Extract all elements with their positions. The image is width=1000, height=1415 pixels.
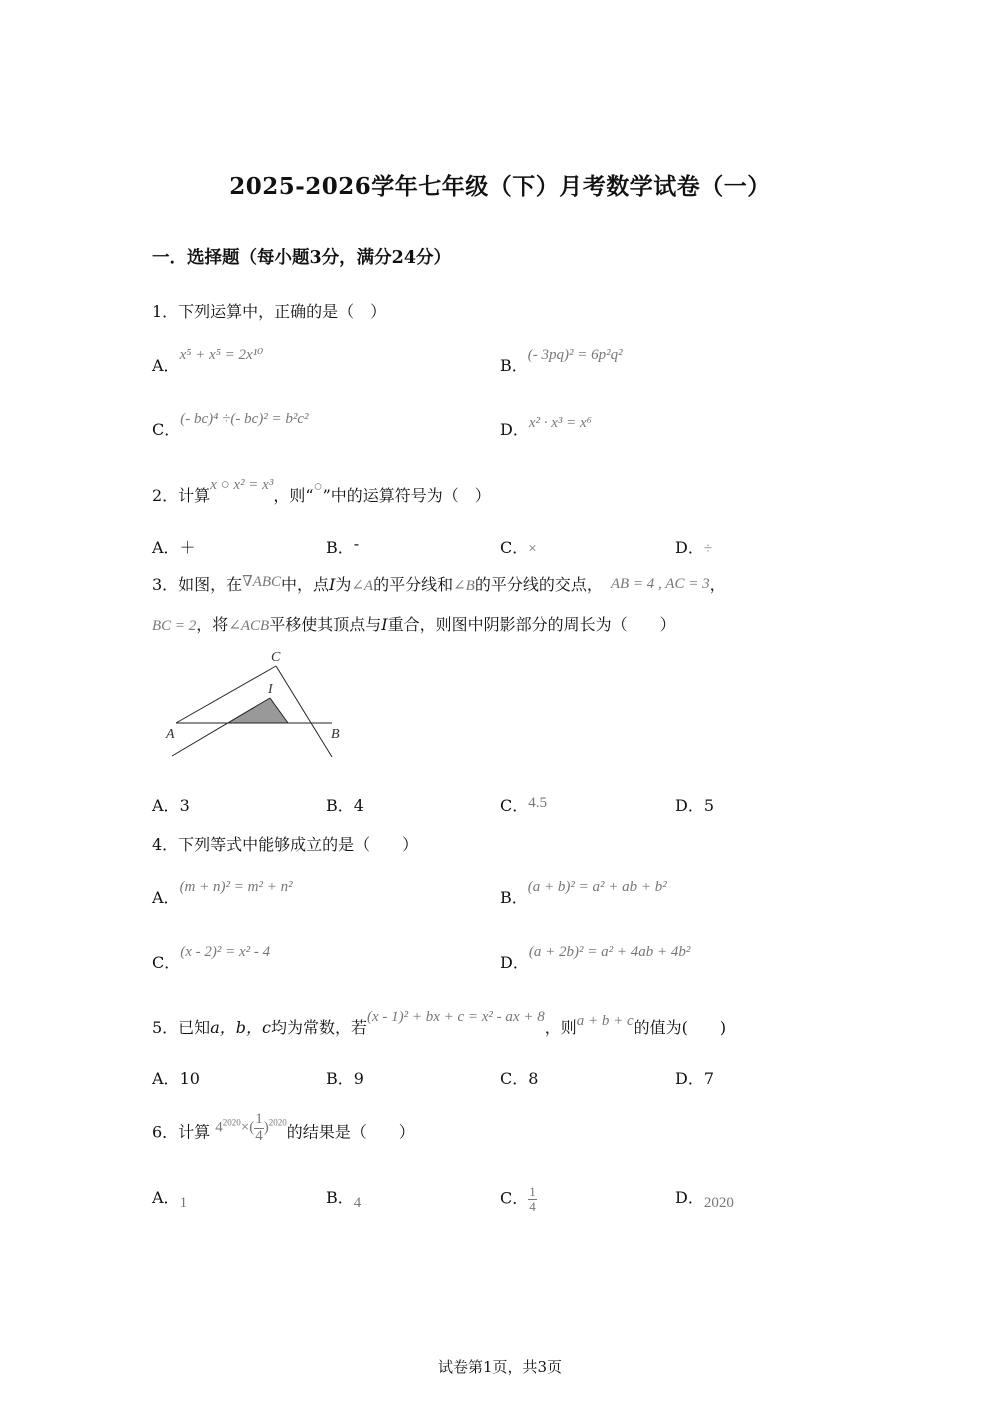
option-expr: (- bc)⁴ ÷(- bc)² = b²c² [180, 411, 309, 427]
q6-expr: $4^{2020}\times$( $\frac{1}{4}$ )$^{2020}$ [215, 1111, 287, 1144]
q4-option-d[interactable]: D．(a + 2b)² = a² + 4ab + 4b² [500, 944, 691, 972]
operator-symbol: ○ [313, 479, 323, 495]
section-heading: 一．选择题（每小题3分，满分24分） [152, 248, 452, 268]
q4-stem: 4．下列等式中能够成立的是（ ） [152, 835, 419, 854]
q3-option-c[interactable]: C．4.5 [500, 795, 547, 815]
q6-option-c[interactable]: C． $\frac{1}{4}$ [500, 1184, 536, 1214]
option-expr: (- 3pq)² = 6p²q² [527, 347, 623, 363]
page-title: 2025-2026学年七年级（下）月考数学试卷（一） [229, 173, 771, 200]
q1-option-b[interactable] [500, 347, 623, 376]
q5-stem: 5．已知a，b，c均为常数，若(x - 1)² + bx + c = x² - ax + 8，则a + b + c的值为( ) [152, 1009, 727, 1037]
option-label: D． [500, 420, 529, 439]
q5-option-b[interactable]: B．9 [326, 1069, 364, 1088]
label-a: A [166, 727, 175, 742]
q3-option-a[interactable]: A．3 [152, 796, 190, 815]
q2-option-a[interactable]: A．＋ [152, 538, 196, 557]
q6-option-d[interactable]: D．2020 [675, 1188, 734, 1211]
q3-option-d[interactable]: D．5 [675, 796, 715, 815]
option-expr: x² · x³ = x⁶ [528, 415, 592, 431]
q6-option-b[interactable]: B．4 [326, 1188, 362, 1211]
q1-option-d[interactable] [500, 417, 592, 440]
q2-option-b[interactable]: B．- [326, 534, 360, 557]
q2-option-c[interactable]: C．× [500, 538, 537, 557]
q1-option-a[interactable] [152, 347, 264, 376]
q6-option-a[interactable]: A．1 [152, 1188, 188, 1211]
q6-stem: 6．计算 $4^{2020}\times$( $\frac{1}{4}$ )$^{2020}$的结果是（ ） [152, 1111, 415, 1144]
page-footer: 试卷第1页，共3页 [437, 1358, 563, 1376]
option-label: C． [152, 420, 181, 439]
label-b: B [331, 727, 340, 742]
q3-figure [160, 645, 360, 760]
option-label: B． [500, 356, 528, 375]
q1-option-c[interactable] [152, 411, 309, 440]
q5-option-a[interactable]: A．10 [152, 1069, 200, 1088]
segment-cb-extended [276, 666, 332, 757]
q2-stem: 2．计算x ○ x² = x³，则“○”中的运算符号为（ ） [152, 477, 491, 505]
option-label: A． [152, 356, 180, 375]
q5-option-d[interactable]: D．7 [675, 1069, 715, 1088]
q4-option-b[interactable]: B．(a + b)² = a² + ab + b² [500, 879, 667, 907]
q5-option-c[interactable]: C．8 [500, 1069, 539, 1088]
option-expr: x⁵ + x⁵ = 2x¹⁰ [179, 347, 264, 363]
q4-option-c[interactable]: C．(x - 2)² = x² - 4 [152, 944, 271, 972]
q3-option-b[interactable]: B．4 [326, 796, 364, 815]
q3-stem-line1: 3．如图，在∇ABC中，点I为∠A的平分线和∠B的平分线的交点， AB = 4 , AC = 3， [152, 574, 726, 594]
q3-stem-line2: BC = 2，将∠ACB平移使其顶点与I重合，则图中阴影部分的周长为（ ） [152, 615, 676, 634]
label-c: C [271, 650, 281, 665]
q2-option-d[interactable]: D．÷ [675, 538, 713, 557]
q4-option-a[interactable]: A．(m + n)² = m² + n² [152, 879, 293, 907]
q2-expr: x ○ x² = x³ [210, 477, 274, 493]
q1-stem: 1．下列运算中，正确的是（ ） [152, 302, 387, 321]
label-i: I [268, 682, 273, 697]
translated-side-1 [172, 698, 270, 756]
